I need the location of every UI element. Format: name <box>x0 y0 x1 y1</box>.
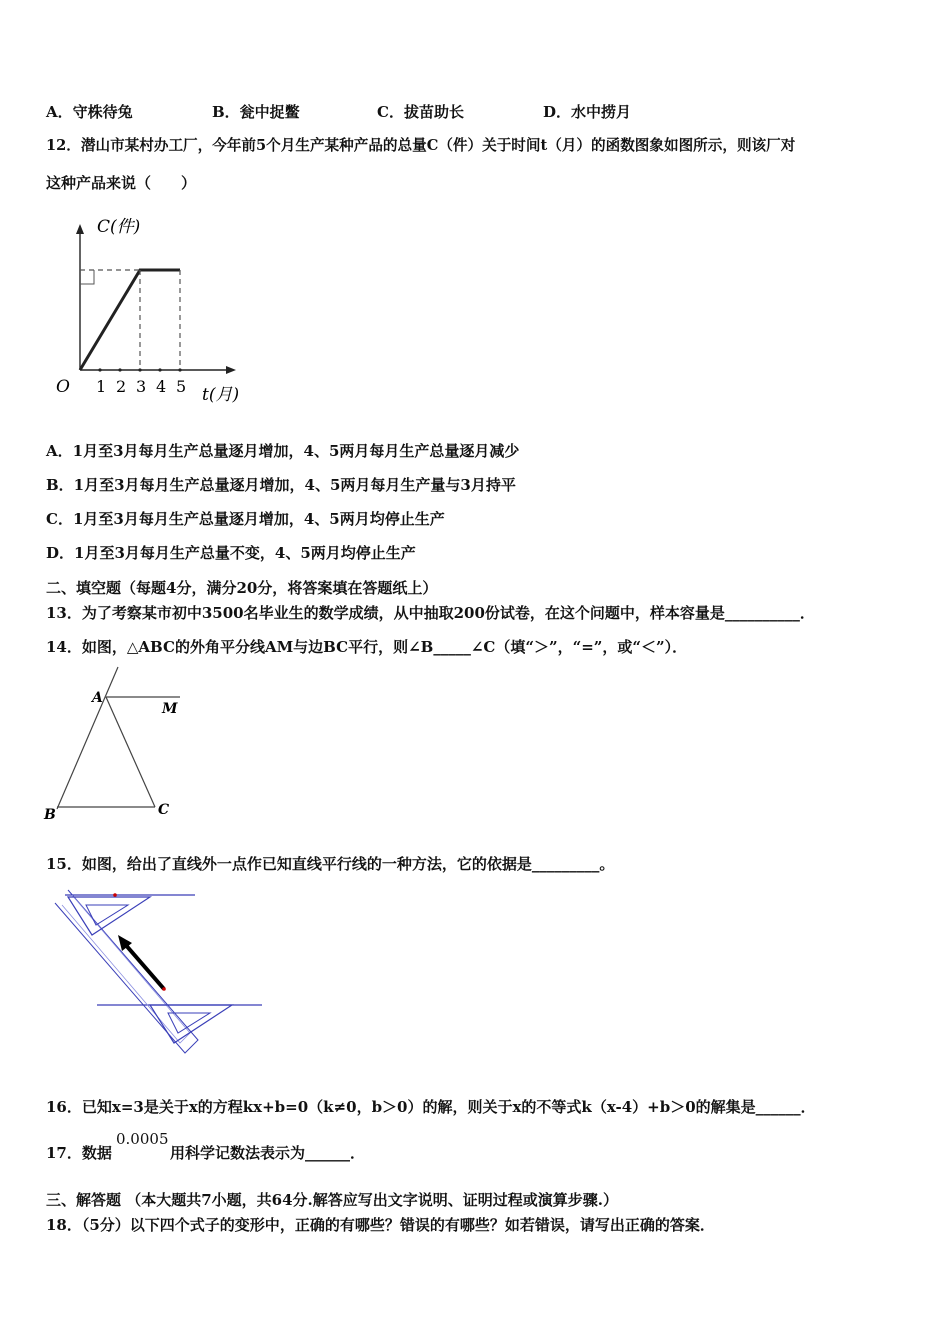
x-tick-3 <box>138 368 141 371</box>
extended-side-line <box>57 667 118 809</box>
slide-arrow-shaft <box>124 943 164 989</box>
x-tick-1 <box>98 368 101 371</box>
q11-option-d: D．水中捞月 <box>543 103 632 121</box>
q11-option-c: C．拔苗助长 <box>377 103 464 121</box>
q12-stem-line1: 12．潜山市某村办工厂，今年前5个月生产某种产品的总量C（件）关于时间t（月）的函数图象如图所示，则该厂对 <box>46 137 796 154</box>
upper-set-square <box>68 897 150 935</box>
series-line-c <box>80 270 180 370</box>
x-tick-2 <box>118 368 121 371</box>
x-tick-5 <box>178 368 181 371</box>
x-tick-label-2: 2 <box>116 377 127 396</box>
q15-stem: 15．如图，给出了直线外一点作已知直线平行线的一种方法，它的依据是_________。 <box>46 855 615 873</box>
x-tick-label-4: 4 <box>156 377 167 396</box>
q17-number: 0.0005 <box>116 1130 169 1148</box>
chart-y-label: C(件) <box>97 217 141 237</box>
side-ac <box>106 697 155 807</box>
x-tick-label-1: 1 <box>96 377 107 396</box>
section-2-heading: 二、填空题（每题4分，满分20分，将答案填在答题纸上） <box>46 579 438 597</box>
q16-stem: 16．已知x=3是关于x的方程kx+b=0（k≠0，b＞0）的解，则关于x的不等式k（x-4）+b＞0的解集是______． <box>46 1098 816 1116</box>
q15-set-square-figure <box>50 885 270 1065</box>
chart-origin-label: O <box>56 377 70 397</box>
x-axis-arrow <box>226 366 236 374</box>
section-3-heading: 三、解答题 （本大题共7小题，共64分.解答应写出文字说明、证明过程或演算步骤.） <box>46 1191 618 1209</box>
q14-triangle-figure <box>40 665 200 825</box>
point-dot-arrow <box>162 987 166 991</box>
y-axis-arrow <box>76 224 84 234</box>
q12-option-d: D．1月至3月每月生产总量不变，4、5两月均停止生产 <box>46 544 416 562</box>
q12-option-c: C．1月至3月每月生产总量逐月增加，4、5两月均停止生产 <box>46 510 445 528</box>
q12-stem-line2: 这种产品来说（ ） <box>46 174 197 192</box>
lower-set-square <box>150 1005 232 1043</box>
q11-option-a: A．守株待兔 <box>46 103 133 121</box>
q12-option-a: A．1月至3月每月生产总量逐月增加，4、5两月每月生产总量逐月减少 <box>46 442 520 460</box>
x-tick-label-5: 5 <box>176 377 187 396</box>
right-angle-marker <box>80 270 94 284</box>
q18-stem: 18．（5分）以下四个式子的变形中，正确的有哪些？错误的有哪些？如若错误，请写出正确的答案． <box>46 1216 715 1234</box>
point-dot-top <box>113 893 117 897</box>
chart-x-label: t(月) <box>202 385 240 405</box>
q12-chart <box>50 210 270 410</box>
q14-stem: 14．如图，△ABC的外角平分线AM与边BC平行，则∠B_____∠C（填“＞”，“=”，或“＜”）． <box>46 638 688 656</box>
q12-option-b: B．1月至3月每月生产总量逐月增加，4、5两月每月生产量与3月持平 <box>46 476 516 494</box>
q11-option-b: B．瓮中捉鳖 <box>212 103 300 121</box>
q13-stem: 13．为了考察某市初中3500名毕业生的数学成绩，从中抽取200份试卷，在这个问题中，样本容量是__________． <box>46 604 815 622</box>
label-c: C <box>158 802 170 818</box>
label-a: A <box>92 690 103 706</box>
q17-suffix: 用科学记数法表示为______． <box>170 1144 366 1162</box>
x-tick-label-3: 3 <box>136 377 147 396</box>
label-m: M <box>162 701 178 717</box>
q17-prefix: 17．数据 <box>46 1144 112 1162</box>
label-b: B <box>44 807 56 823</box>
ruler-outline <box>55 890 198 1053</box>
x-tick-4 <box>158 368 161 371</box>
